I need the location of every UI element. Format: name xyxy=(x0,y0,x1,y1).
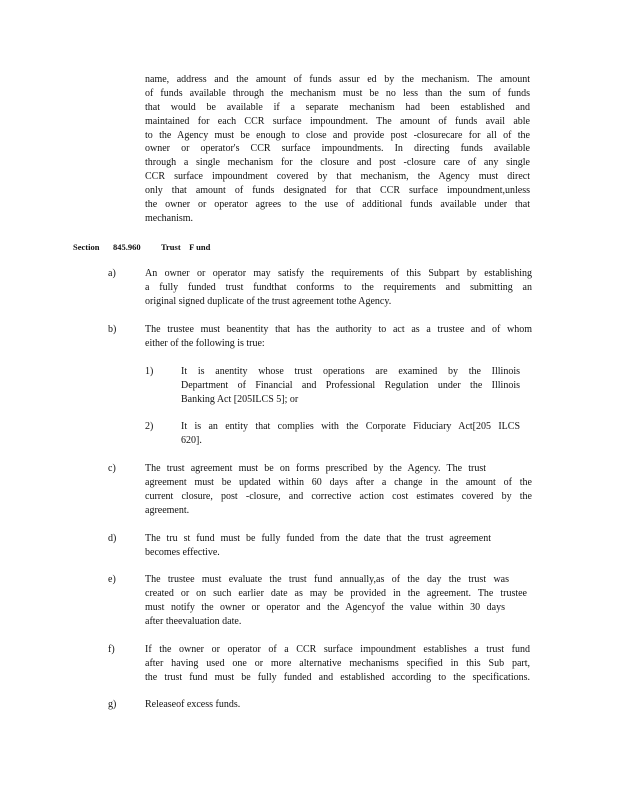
item-line: The tru st fund must be fully funded from the date that the trust agreement xyxy=(145,533,491,544)
intro-line: owner or operator's CCR surface impoundments. In directing funds available xyxy=(145,143,530,155)
item-line: Department of Financial and Professional Regulation under the Illinois xyxy=(181,379,520,391)
item-d-marker: d) xyxy=(108,533,117,544)
item-e-marker: e) xyxy=(108,574,116,585)
intro-line: through a single mechanism for the closure and post -closure care of any single xyxy=(145,157,530,169)
intro-paragraph xyxy=(145,73,530,226)
item-line: If the owner or operator of a CCR surface impoundment establishes a trust fund xyxy=(145,644,530,655)
item-a-marker: a) xyxy=(108,268,116,279)
item-c-marker: c) xyxy=(108,463,116,474)
item-line: The trustee must beanentity that has the authority to act as a trustee and of whom xyxy=(145,324,532,335)
item-line: agreement must be updated within 60 days after a change in the amount of the xyxy=(145,476,532,488)
section-number: 845.960 xyxy=(113,242,141,252)
item-a-text xyxy=(145,267,532,309)
intro-line: the owner or operator agrees to the use of additional funds available under that xyxy=(145,199,530,211)
section-label: Section xyxy=(73,242,100,252)
item-f-marker: f) xyxy=(108,644,115,655)
item-line: created or on such earlier date as may be provided in the agreement. The trustee xyxy=(145,587,527,599)
item-d-text xyxy=(145,532,491,560)
item-line: after theevaluation date. xyxy=(145,615,242,627)
item-2-text xyxy=(181,420,520,448)
item-b-marker: b) xyxy=(108,324,117,335)
item-1-text xyxy=(181,365,520,407)
item-1-marker: 1) xyxy=(145,366,154,377)
item-line: The trust agreement must be on forms prescribed by the Agency. The trust xyxy=(145,463,486,474)
item-line: either of the following is true: xyxy=(145,337,265,349)
intro-line: mechanism. xyxy=(145,212,194,224)
item-line: An owner or operator may satisfy the requirements of this Subpart by establishing xyxy=(145,268,532,279)
intro-line: name, address and the amount of funds assur ed by the mechanism. The amount xyxy=(145,74,530,85)
item-g-text xyxy=(145,698,530,712)
section-title: Trust F und xyxy=(161,242,211,252)
intro-line: only that amount of funds designated for that CCR surface impoundment,unless xyxy=(145,185,530,197)
item-line: a fully funded trust fundthat conforms to the requirements and submitting an xyxy=(145,281,532,293)
intro-line: CCR surface impoundment covered by that mechanism, the Agency must direct xyxy=(145,171,530,183)
item-line: It is anentity whose trust operations are examined by the Illinois xyxy=(181,366,520,377)
item-2-marker: 2) xyxy=(145,421,154,432)
intro-line: of funds available through the mechanism must be no less than the sum of funds xyxy=(145,87,530,99)
intro-line: that would be available if a separate mechanism had been established and xyxy=(145,101,530,113)
item-line: The trustee must evaluate the trust fund annually,as of the day the trust was xyxy=(145,574,509,585)
item-e-text xyxy=(145,573,527,629)
item-b-text xyxy=(145,323,532,351)
item-c-text xyxy=(145,462,532,518)
item-line: Releaseof excess funds. xyxy=(145,699,241,710)
item-line: Banking Act [205ILCS 5]; or xyxy=(181,393,299,405)
intro-line: to the Agency must be enough to close and provide post -closurecare for all of the xyxy=(145,129,530,141)
item-line: 620]. xyxy=(181,434,202,446)
item-f-text xyxy=(145,643,530,685)
item-line: It is an entity that complies with the Corporate Fiduciary Act[205 ILCS xyxy=(181,421,520,432)
item-line: current closure, post -closure, and corrective action cost estimates covered by the xyxy=(145,490,532,502)
item-line: original signed duplicate of the trust agreement tothe Agency. xyxy=(145,295,392,307)
intro-line: maintained for each CCR surface impoundment. The amount of funds avail able xyxy=(145,115,530,127)
item-line: must notify the owner or operator and the Agencyof the value within 30 days xyxy=(145,601,505,613)
item-g-marker: g) xyxy=(108,699,117,710)
item-line: the trust fund must be fully funded and established according to the specifications. xyxy=(145,671,530,683)
item-line: after having used one or more alternative mechanisms specified in this Sub part, xyxy=(145,657,530,669)
item-line: becomes effective. xyxy=(145,546,220,558)
item-line: agreement. xyxy=(145,504,190,516)
